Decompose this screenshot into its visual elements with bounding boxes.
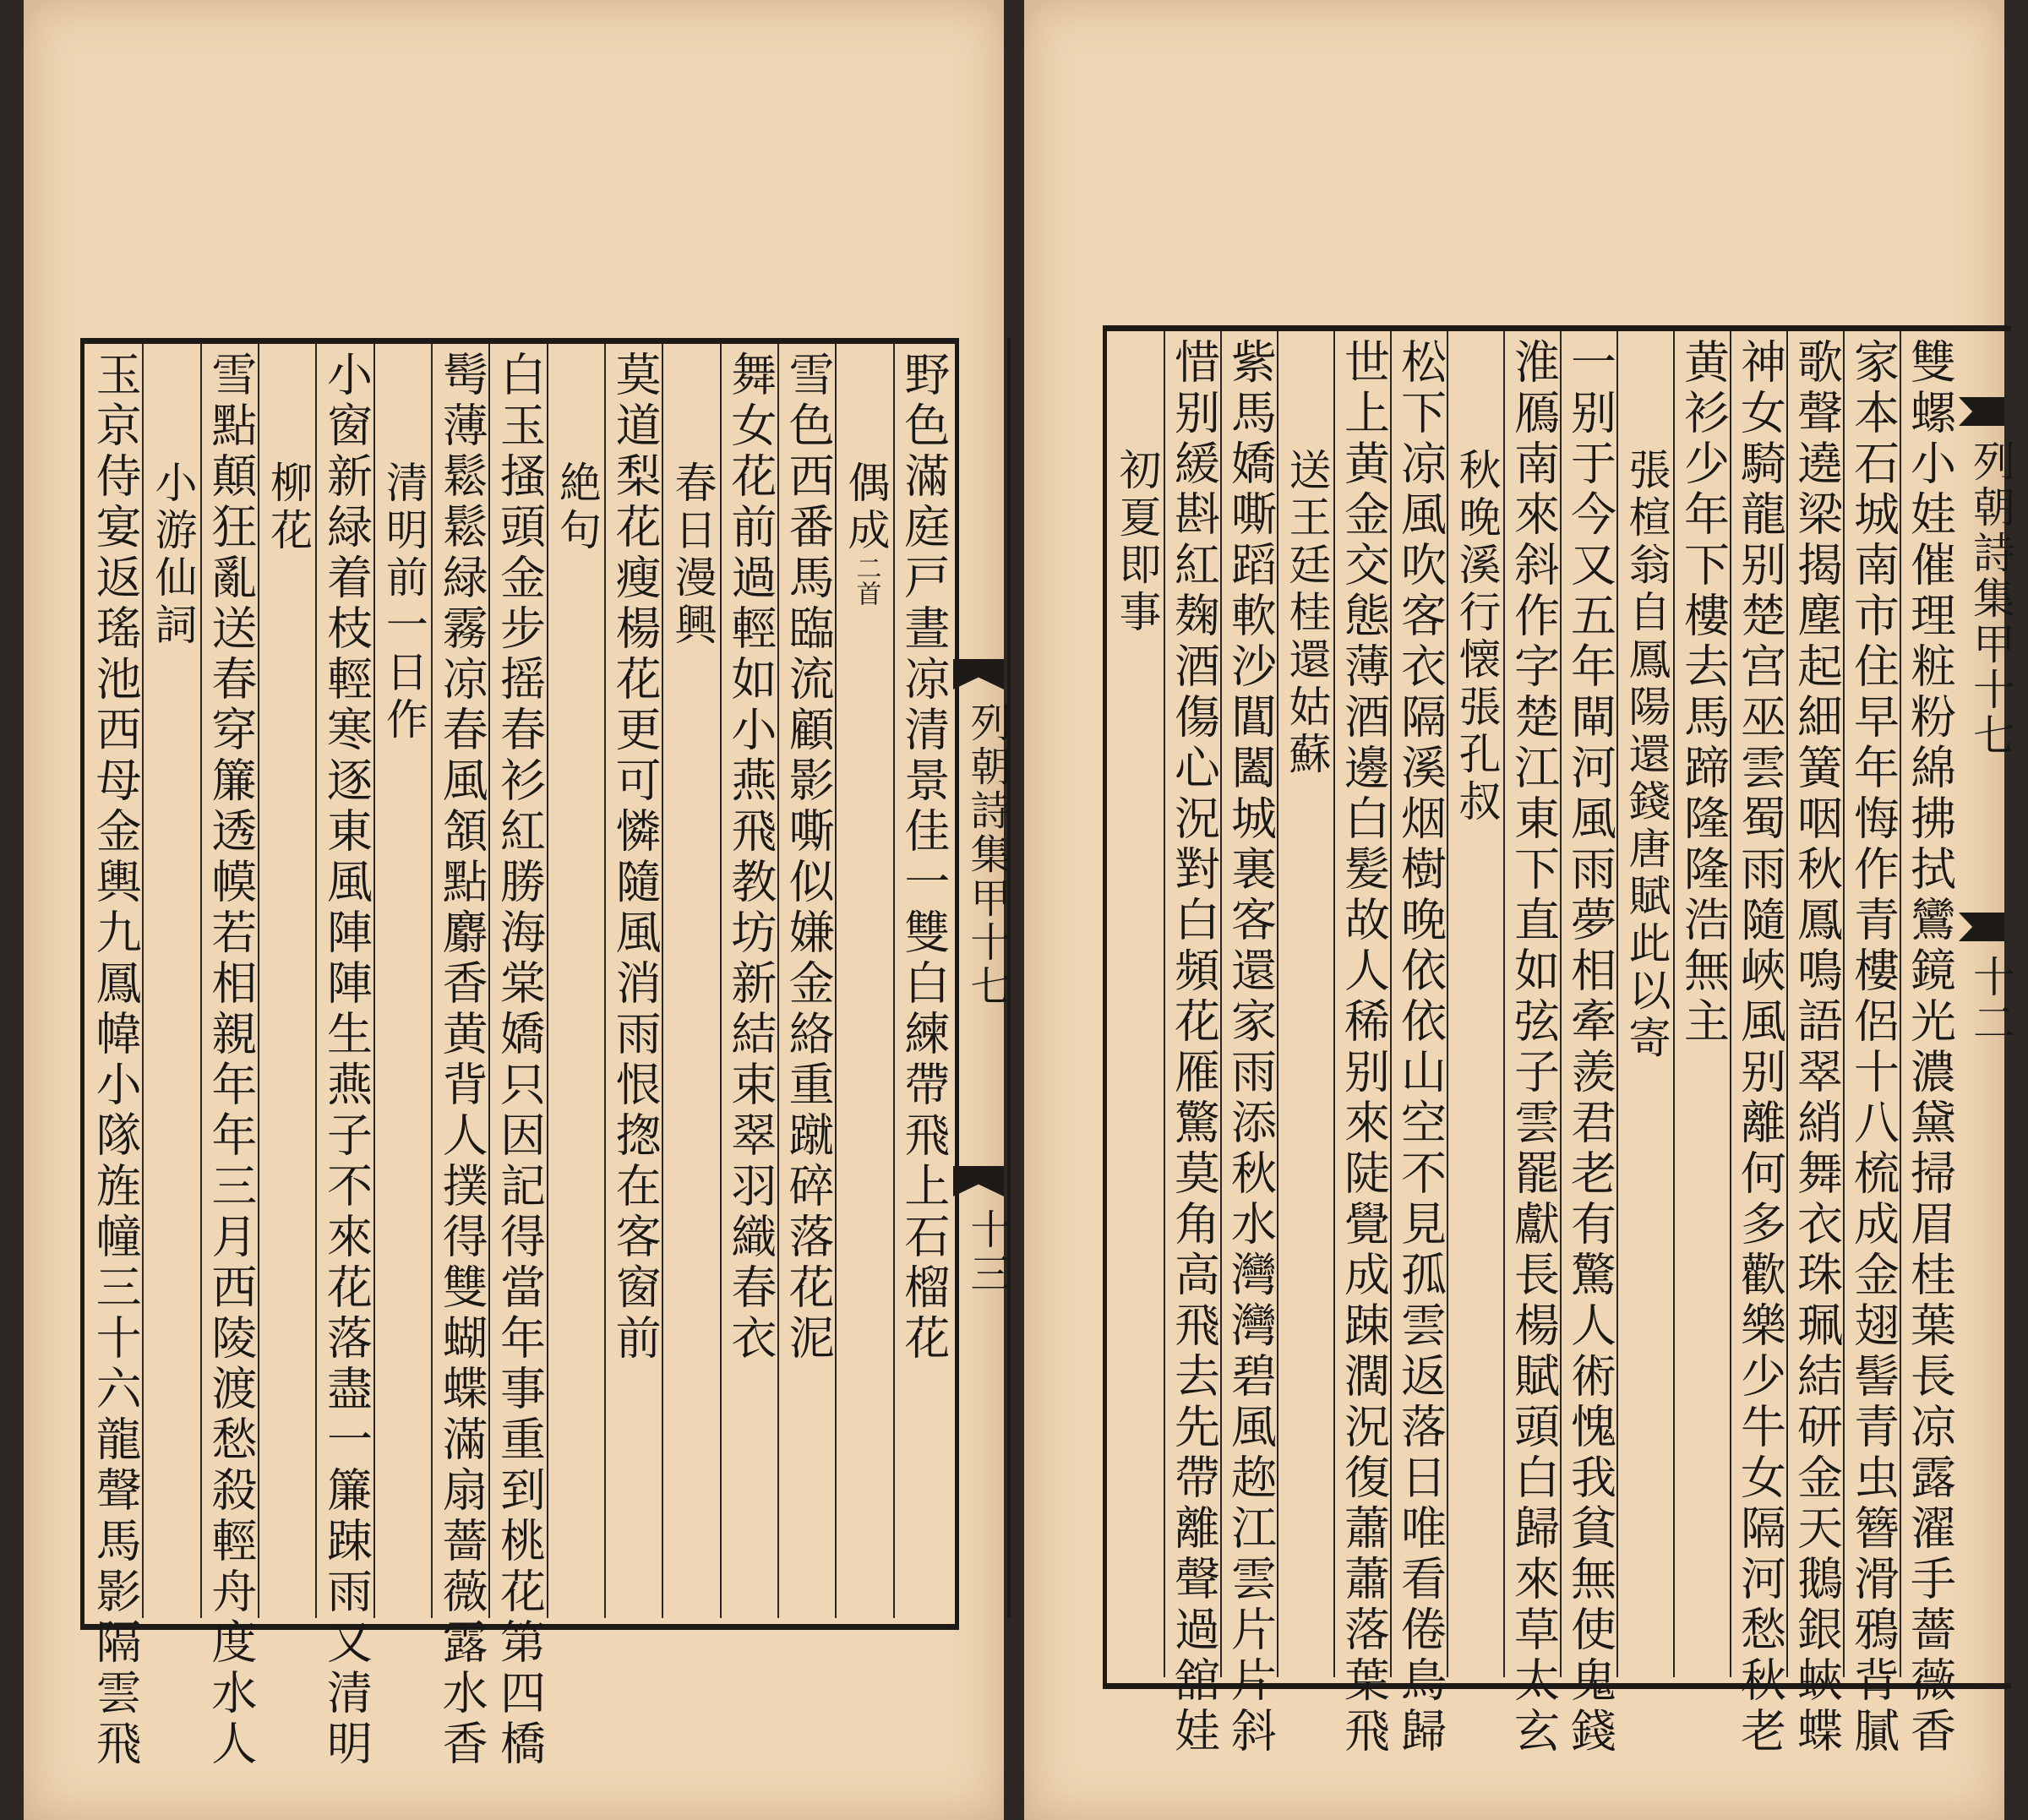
left-text-column: 清明前一日作	[379, 460, 428, 744]
left-margin-title: 列朝詩集甲十七	[963, 701, 1011, 1009]
left-text-column: 雪點顛狂亂送春穿簾透幙若相親年年三月西陵渡愁殺輕舟度水人	[204, 351, 258, 1770]
left-edge	[0, 0, 24, 1820]
left-margin-page: 十三	[963, 1208, 1011, 1296]
right-text-column: 初夏即事	[1112, 448, 1162, 637]
right-text-column: 家本石城南市住早年悔作青樓侶十八梳成金翅髻青虫簪滑鴉背膩	[1846, 338, 1900, 1757]
left-text-column: 玉京侍宴返瑤池西母金輿九鳳幃小隊旌幢三十六龍聲馬影隔雲飛	[89, 351, 143, 1770]
left-text-column: 小游仙詞	[148, 460, 198, 650]
left-column-rule	[431, 344, 433, 1618]
fish-tail-mark-bottom	[953, 1166, 1004, 1196]
right-margin-title: 列朝詩集甲十七	[1966, 439, 2015, 759]
left-column-rule	[258, 344, 259, 1618]
left-column-note: 二首	[851, 555, 881, 606]
left-text-column: 柳花	[264, 460, 313, 555]
left-column-rule	[720, 344, 722, 1618]
right-text-column: 惜别緩斟紅麹酒傷心況對白頻花雁驚莫角高飛去先帶離聲過舘娃	[1167, 338, 1221, 1757]
left-column-rule	[835, 344, 837, 1618]
right-text-column: 松下凉風吹客衣隔溪烟樹晚依依山空不見孤雲返落日唯看倦鳥歸	[1393, 338, 1447, 1757]
right-text-column: 黄衫少年下樓去馬蹄隆隆浩無主	[1676, 338, 1731, 1048]
right-text-column: 神女騎龍别楚宫巫雲蜀雨隨峽風别離何多歡樂少牛女隔河愁秋老	[1733, 338, 1787, 1757]
left-column-rule	[200, 344, 202, 1618]
left-margin-block	[953, 338, 1011, 1618]
right-text-column: 雙螺小娃催理粧粉綿拂拭鸞鏡光濃黛掃眉桂葉長凉露濯手薔薇香	[1903, 338, 1957, 1757]
left-text-column: 春日漫興	[668, 460, 717, 650]
left-text-column: 絶句	[552, 460, 602, 555]
fish-tail-mark-top	[953, 659, 1004, 689]
right-margin-page: 十二	[1966, 955, 2015, 1046]
left-text-column: 舞女花前過輕如小燕飛教坊新結束翠羽織春衣	[723, 351, 777, 1365]
left-text-column: 莫道梨花瘦楊花更可憐隨風消雨恨揔在客窗前	[608, 351, 662, 1365]
right-text-column: 歌聲遶梁揭塵起細簧咽秋鳳鳴語翠綃舞衣珠珮結研金天鵝銀蛺蝶	[1790, 338, 1844, 1757]
left-text-column: 雪色西番馬臨流顧影嘶似嫌金絡重蹴碎落花泥	[782, 351, 836, 1365]
right-text-column: 淮鴈南來斜作字楚江東下直如弦子雲罷獻長楊賦頭白歸來草太玄	[1507, 338, 1561, 1757]
left-column-rule	[547, 344, 548, 1618]
right-text-column: 一别于今又五年閘河風雨夢相牽羨君老有驚人術愧我貧無使鬼錢	[1563, 338, 1617, 1757]
left-column-rule	[315, 344, 317, 1618]
left-column-rule	[777, 344, 779, 1618]
left-text-column: 髩薄鬆鬆緑霧凉春風頷點麝香黄背人撲得雙蝴蝶滿扇薔薇露水香	[435, 351, 489, 1770]
right-text-column: 送王廷桂還姑蘇	[1282, 448, 1332, 779]
left-text-column: 小窗新緑着枝輕寒逐東風陣陣生燕子不來花落盡一簾踈雨又清明	[319, 351, 373, 1770]
left-text-column: 野色滿庭戸晝凉清景佳一雙白練帶飛上石榴花	[897, 351, 951, 1365]
right-text-column: 張楦翁自鳳陽還錢唐賦此以寄	[1622, 448, 1671, 1063]
right-text-column: 世上黄金交態薄酒邊白髪故人稀别來陡覺成踈濶況復蕭蕭落葉飛	[1337, 338, 1391, 1757]
left-text-column: 白玉搔頭金步摇春衫紅勝海棠嬌只因記得當年事重到桃花第四橋	[493, 351, 547, 1770]
left-column-rule	[893, 344, 895, 1618]
left-column-rule	[604, 344, 606, 1618]
left-column-rule	[142, 344, 144, 1618]
left-column-rule	[488, 344, 490, 1618]
right-text-column: 秋晚溪行懐張孔叔	[1452, 448, 1502, 826]
left-column-rule	[662, 344, 663, 1618]
left-text-column: 偶成二首	[841, 460, 891, 606]
left-column-rule	[373, 344, 375, 1618]
right-text-column: 紫馬嬌嘶蹈軟沙閶闔城裏客還家雨添秋水灣灣碧風趂江雲片片斜	[1224, 338, 1278, 1757]
